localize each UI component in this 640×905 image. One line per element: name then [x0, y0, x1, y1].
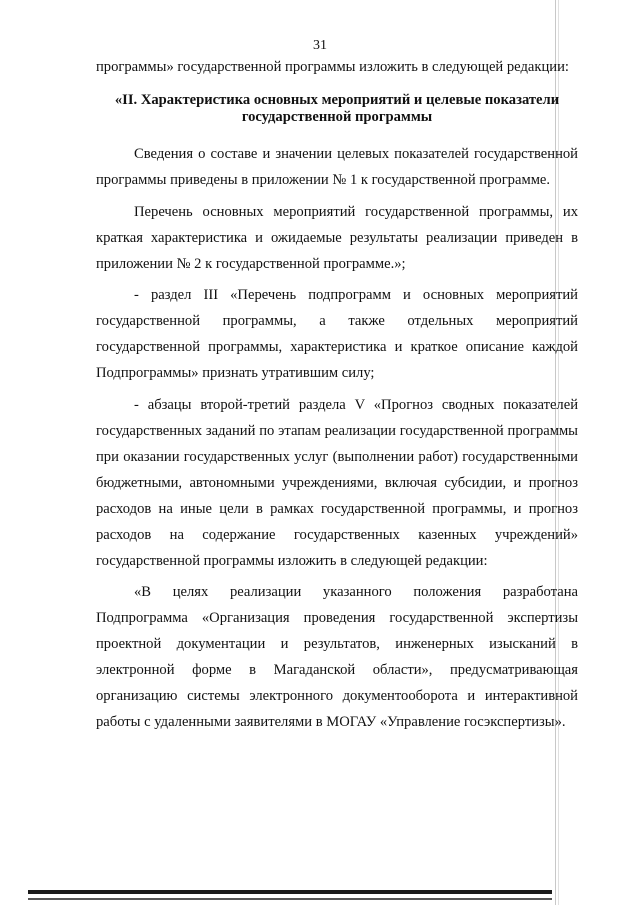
- paragraph-continuation: программы» государственной программы изложить в следующей редакции:: [96, 59, 569, 75]
- paragraph-section-v: - абзацы второй-третий раздела V «Прогноз сводных показателей государственных заданий по этапам реализации государственной программы при оказании государственных услуг (выполнении работ) государственными бюджетными, автономными учреждениями, включая субсидии, и прогноз расходов на иные цели в рамках государственной программы, и прогноз расходов на содержание государственных казенных учреждений» государственной программы изложить в следующей редакции:: [96, 397, 578, 569]
- paragraph-activities: Перечень основных мероприятий государственной программы, их краткая характеристика и ожидаемые результаты реализации приведен в приложении № 2 к государственной программе.»;: [96, 203, 578, 272]
- paragraph-subprogram: «В целях реализации указанного положения разработана Подпрограмма «Организация проведения государственной экспертизы проектной документации и результатов, инженерных изысканий в электронной форме в Магаданской области», предусматривающая организацию системы электронного документооборота и интерактивной работы с удаленными заявителями в МОГАУ «Управление госэкспертизы».: [96, 584, 578, 730]
- document-body: [96, 55, 578, 736]
- page-number: 31: [313, 38, 327, 53]
- section-heading: «II. Характеристика основных мероприятий и целевые показатели государственной программы: [114, 91, 560, 125]
- paragraph-indicators: Сведения о составе и значении целевых показателей государственной программы приведены в приложении № 1 к государственной программе.: [96, 145, 578, 188]
- paragraph-section-iii: - раздел III «Перечень подпрограмм и основных мероприятий государственной программы, а также отдельных мероприятий государственной программы, характеристика и краткое описание каждой Подпрограммы» признать утратившим силу;: [96, 287, 578, 382]
- bottom-scan-border: [28, 890, 552, 894]
- bottom-scan-border-secondary: [28, 898, 552, 900]
